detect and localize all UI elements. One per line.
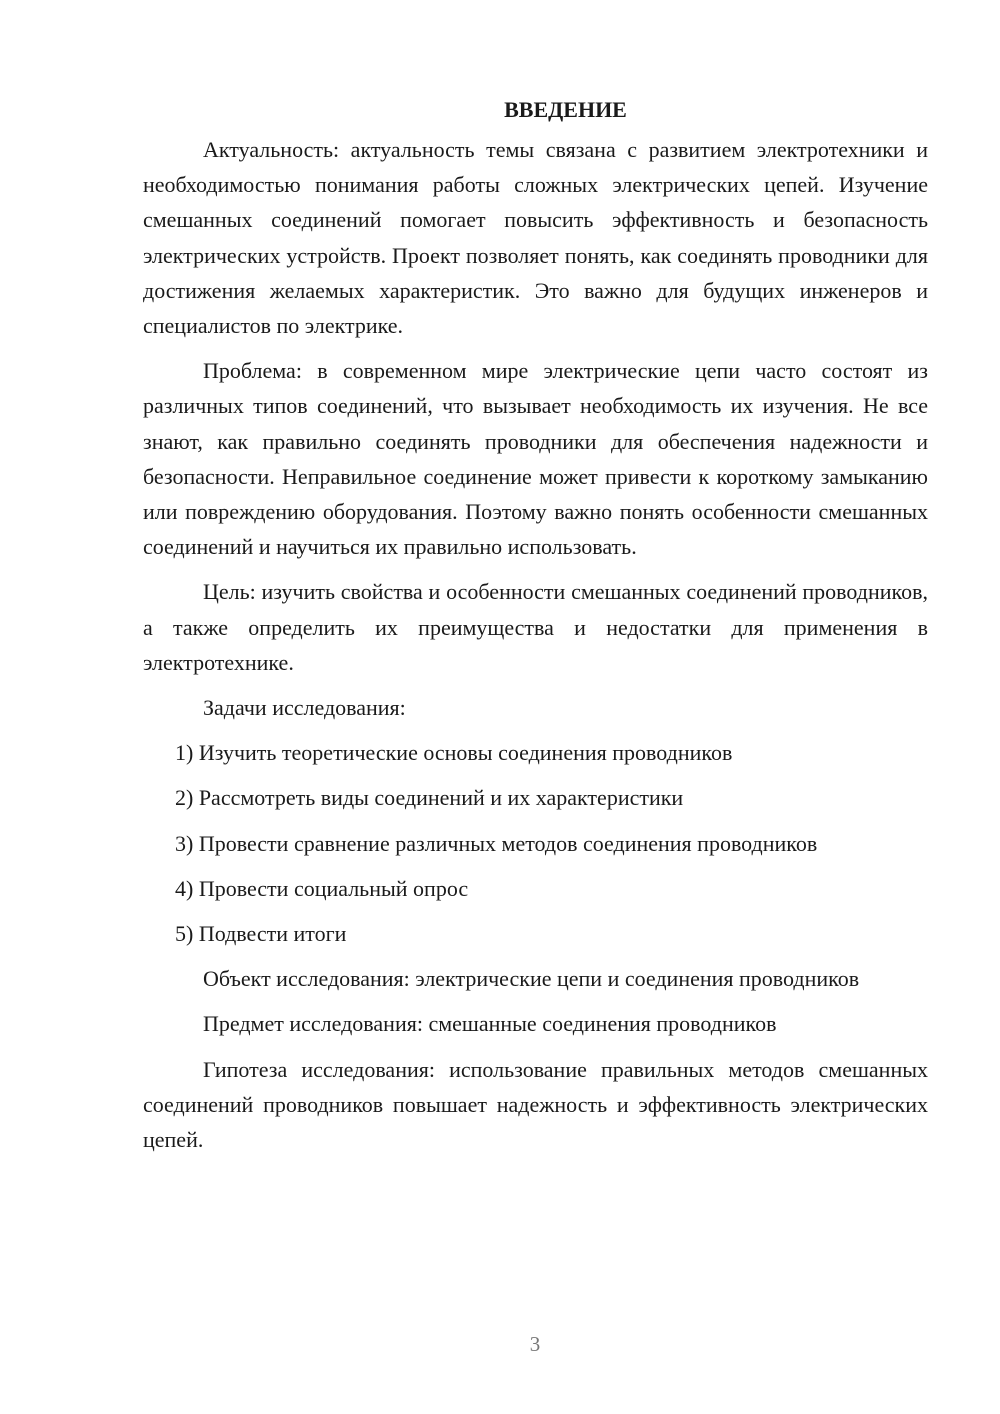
tasks-title: Задачи исследования: [203, 695, 406, 721]
hypothesis-paragraph: Гипотеза исследования: использование правильных методов смешанных соединений проводников повышает надежность и эффективность электрических цепей. [143, 1056, 928, 1153]
task-item: 4) Провести социальный опрос [175, 875, 469, 901]
task-item: 3) Провести сравнение различных методов соединения проводников [175, 830, 818, 856]
subject-paragraph: Предмет исследования: смешанные соединения проводников [203, 1011, 777, 1037]
problem-paragraph: Проблема: в современном мире электрические цепи часто состоят из различных типов соединений, что вызывает необходимость их изучения. Не все знают, как правильно соединять проводники для обеспечения надежности и безопасности. Неправильное соединение может привести к короткому замыканию или повреждению оборудования. Поэтому важно понять особенности смешанных соединений и научиться их правильно использовать. [143, 358, 928, 560]
task-item: 2) Рассмотреть виды соединений и их характеристики [175, 785, 684, 811]
goal-paragraph: Цель: изучить свойства и особенности смешанных соединений проводников, а также определить их преимущества и недостатки для применения в электротехнике. [143, 579, 928, 675]
document-page [143, 88, 928, 1167]
object-paragraph: Объект исследования: электрические цепи и соединения проводников [203, 966, 860, 992]
tasks-list [143, 735, 928, 951]
page-number: 3 [529, 1332, 541, 1356]
relevance-paragraph: Актуальность: актуальность темы связана с развитием электротехники и необходимостью понимания работы сложных электрических цепей. Изучение смешанных соединений помогает повысить эффективность и безопасность электрических устройств. Проект позволяет понять, как соединять проводники для достижения желаемых характеристик. Это важно для будущих инженеров и специалистов по электрике. [143, 137, 928, 339]
section-heading: ВВЕДЕНИЕ [504, 97, 627, 122]
task-item: 1) Изучить теоретические основы соединения проводников [175, 740, 733, 766]
task-item: 5) Подвести итоги [175, 921, 347, 947]
